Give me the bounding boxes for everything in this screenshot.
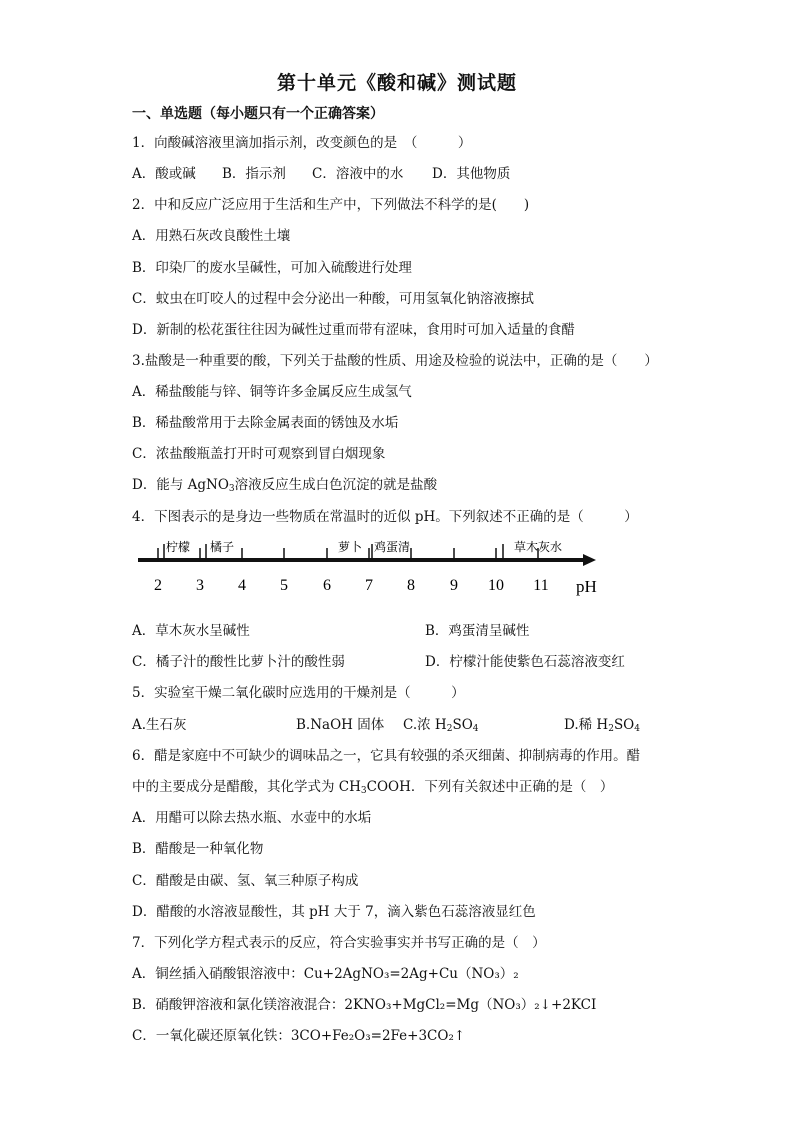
question-1-option-d: D．其他物质 [432, 166, 511, 182]
question-4-option-d: D．柠檬汁能使紫色石蕊溶液变红 [425, 654, 625, 670]
question-3-option-c: C．浓盐酸瓶盖打开时可观察到冒白烟现象 [132, 446, 386, 462]
question-2-option-c: C．蚊虫在叮咬人的过程中会分泌出一种酸，可用氢氧化钠溶液擦拭 [132, 291, 534, 307]
tick-label: 6 [323, 577, 331, 594]
question-1-option-c: C．溶液中的水 [312, 166, 404, 182]
question-7-option-b: B．硝酸钾溶液和氯化镁溶液混合：2KNO₃+MgCl₂=Mg（NO₃）₂↓+2KCI [132, 997, 597, 1013]
question-6-option-b: B．醋酸是一种氧化物 [132, 841, 264, 857]
tick-label: 3 [196, 577, 204, 594]
question-4-option-c: C．橘子汁的酸性比萝卜汁的酸性弱 [132, 654, 345, 670]
ph-scale-diagram [138, 538, 598, 598]
tick-label: 8 [407, 577, 415, 594]
label-plant-ash-water: 草木灰水 [514, 540, 563, 554]
question-3-option-d: D．能与 AgNO$_3$溶液反应生成白色沉淀的就是盐酸 [132, 477, 438, 494]
question-2-option-d: D．新制的松花蛋往往因为碱性过重而带有涩味，食用时可加入适量的食醋 [132, 322, 575, 338]
ph-tick-labels [154, 577, 549, 594]
tick-label: 9 [450, 577, 458, 594]
question-5-option-d: D.稀 $H_2SO_4$ [564, 717, 640, 734]
question-7-stem: 7．下列化学方程式表示的反应，符合实验事实并书写正确的是（ ） [132, 935, 546, 951]
ph-axis-line [138, 558, 583, 562]
question-4-option-a: A．草木灰水呈碱性 [132, 623, 250, 639]
label-egg-white: 鸡蛋清 [374, 540, 411, 554]
question-6-option-d: D．醋酸的水溶液显酸性，其 pH 大于 7，滴入紫色石蕊溶液显红色 [132, 904, 536, 920]
ph-unit-label: pH [576, 577, 597, 596]
question-2-option-b: B．印染厂的废水呈碱性，可加入硫酸进行处理 [132, 260, 412, 276]
question-4-stem: 4．下图表示的是身边一些物质在常温时的近似 pH。下列叙述不正确的是（ ） [132, 509, 638, 525]
section-heading: 一、单选题（每小题只有一个正确答案） [132, 106, 384, 122]
question-4-option-b: B．鸡蛋清呈碱性 [425, 623, 530, 639]
question-3-option-a: A．稀盐酸能与锌、铜等许多金属反应生成氢气 [132, 384, 412, 400]
question-7-option-c: C．一氧化碳还原氧化铁：3CO+Fe₂O₃=2Fe+3CO₂↑ [132, 1028, 466, 1044]
question-3-option-b: B．稀盐酸常用于去除金属表面的锈蚀及水垢 [132, 415, 399, 431]
tick-label: 2 [154, 577, 162, 594]
question-2-option-a: A．用熟石灰改良酸性土壤 [132, 228, 291, 244]
tick-label: 5 [280, 577, 288, 594]
question-1-option-b: B．指示剂 [222, 166, 286, 182]
tick-label: 11 [533, 577, 549, 594]
question-3-stem: 3.盐酸是一种重要的酸，下列关于盐酸的性质、用途及检验的说法中，正确的是（ ） [132, 353, 658, 369]
tick-label: 10 [488, 577, 504, 594]
question-1-option-a: A．酸或碱 [132, 166, 196, 182]
ph-axis-arrow [583, 554, 596, 566]
question-6-stem-line-1: 6．醋是家庭中不可缺少的调味品之一，它具有较强的杀灭细菌、抑制病毒的作用。醋 [132, 748, 641, 764]
question-6-option-a: A．用醋可以除去热水瓶、水壶中的水垢 [132, 810, 372, 826]
question-5-option-c: C.浓 $H_2SO_4$ [403, 717, 479, 734]
question-2-stem: 2．中和反应广泛应用于生活和生产中，下列做法不科学的是( ) [132, 197, 530, 213]
tick-label: 7 [365, 577, 373, 594]
question-5-option-a: A.生石灰 [132, 717, 187, 733]
question-7-option-a: A．铜丝插入硝酸银溶液中：Cu+2AgNO₃=2Ag+Cu（NO₃）₂ [132, 966, 519, 982]
question-5-option-b: B.NaOH 固体 [296, 717, 385, 733]
tick-label: 4 [238, 577, 246, 594]
question-1-stem: 1．向酸碱溶液里滴加指示剂，改变颜色的是 （ ） [132, 135, 472, 151]
label-lemon: 柠檬 [166, 540, 191, 554]
question-6-option-c: C．醋酸是由碳、氢、氧三种原子构成 [132, 873, 359, 889]
page-title: 第十单元《酸和碱》测试题 [276, 72, 517, 94]
question-5-stem: 5．实验室干燥二氧化碳时应选用的干燥剂是（ ） [132, 685, 465, 701]
label-orange: 橘子 [210, 540, 235, 554]
question-6-stem-line-2: 中的主要成分是醋酸，其化学式为 $CH_3COOH$．下列有关叙述中正确的是（ ） [132, 779, 614, 796]
label-radish: 萝卜 [338, 540, 363, 554]
